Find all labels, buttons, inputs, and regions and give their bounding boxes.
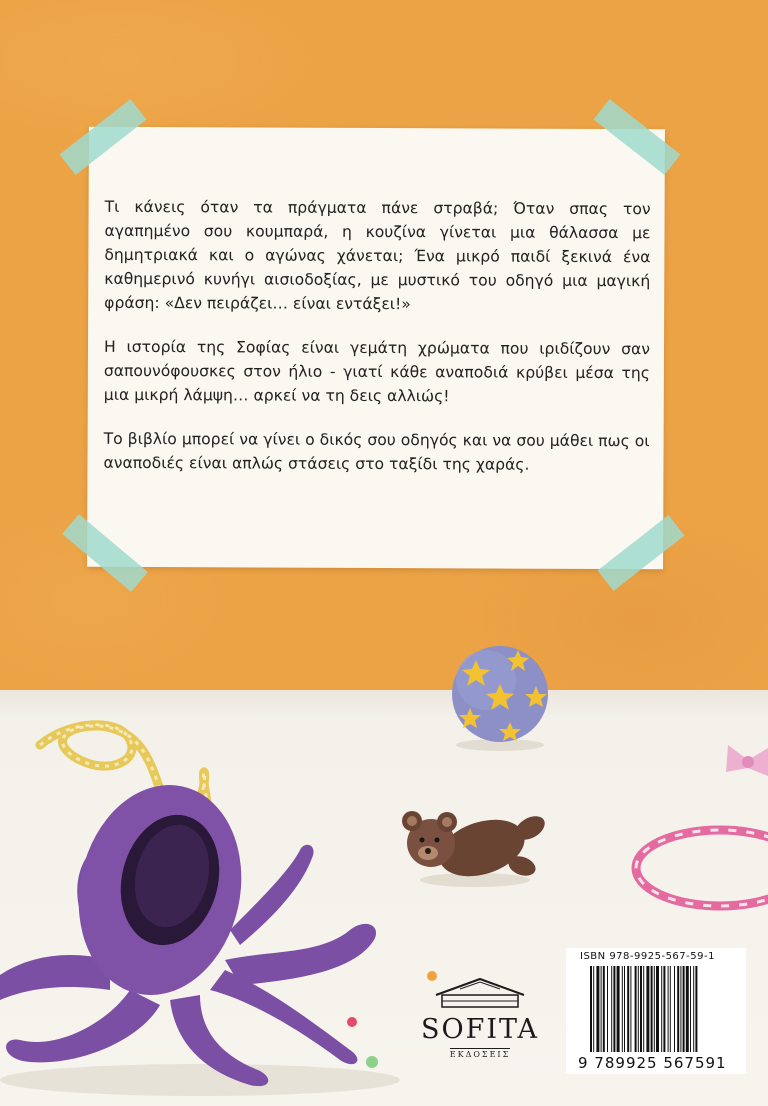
publisher-logo <box>412 975 548 1062</box>
hula-hoop <box>636 830 768 906</box>
barcode-bar <box>596 966 599 1052</box>
barcode-bar <box>635 966 637 1052</box>
blurb-paragraph-1: Τι κάνεις όταν τα πράγματα πάνε στραβά; Όταν σπας τον αγαπημένο σου κουμπαρά, η κουζίνα γίνεται μια θάλασσα με δημητριακά και ο αγώνας χάνεται; Ένα μικρό παιδί ξεκινά ένα καθημερινό κυνήγι αισιοδοξίας, με μυστικό του οδηγό μια μαγική φράση: «Δεν πειράζει… είναι εντάξει!» <box>104 197 651 314</box>
barcode-bar <box>590 966 592 1052</box>
isbn-label: ISBN 978-9925-567-59-1 <box>580 951 715 962</box>
publisher-name: SOFITA <box>420 1014 540 1045</box>
blurb-paragraph-3: Το βιβλίο μπορεί να γίνει ο δικός σου οδηγός και να σου μάθει πως οι αναποδιές είναι απλώς στάσεις στο ταξίδι της χαράς. <box>103 429 650 474</box>
barcode-bar <box>622 966 623 1052</box>
barcode-bar <box>593 966 594 1052</box>
publisher-subtitle: ΕΚΔΟΣΕΙΣ <box>449 1050 511 1059</box>
barcode-bar <box>603 966 605 1052</box>
barcode-bar <box>646 966 649 1052</box>
barcode-bar <box>674 966 675 1052</box>
barcode-bar <box>663 966 665 1052</box>
barcode-bar <box>643 966 644 1052</box>
barcode-bar <box>611 966 612 1052</box>
barcode-bar <box>613 966 615 1052</box>
barcode-bar <box>677 966 679 1052</box>
barcode-bar <box>656 966 659 1052</box>
barcode-bar <box>670 966 671 1052</box>
barcode-bar <box>690 966 691 1052</box>
barcode-bar <box>607 966 608 1052</box>
barcode-bar <box>651 966 653 1052</box>
barcode-bar <box>630 966 631 1052</box>
barcode-bar <box>683 966 685 1052</box>
barcode-bar <box>640 966 642 1052</box>
barcode <box>588 966 738 1052</box>
barcode-bar <box>601 966 602 1052</box>
blurb-paragraph-2: Η ιστορία της Σοφίας είναι γεμάτη χρώματα που ιριδίζουν σαν σαπουνόφουσκες στον ήλιο - γιατί κάθε αναποδιά κρύβει μέσα της μια μικρή λάμψη… αρκεί να τη δεις αλλιώς! <box>103 337 651 406</box>
barcode-bar <box>693 966 694 1052</box>
barcode-bar <box>617 966 620 1052</box>
star-ball <box>452 646 548 751</box>
barcode-bar <box>668 966 669 1052</box>
barcode-bar <box>695 966 697 1052</box>
barcode-bar <box>627 966 629 1052</box>
barcode-bar <box>680 966 681 1052</box>
barcode-bar <box>638 966 639 1052</box>
barcode-bar <box>654 966 655 1052</box>
pink-bow <box>726 745 768 776</box>
barcode-number: 9 789925 567591 <box>578 1054 727 1072</box>
barcode-bar <box>661 966 662 1052</box>
house-icon <box>430 975 530 1009</box>
barcode-bar <box>624 966 625 1052</box>
teddy-bear <box>402 810 549 887</box>
barcode-bar <box>686 966 689 1052</box>
purple-octopus <box>0 770 400 1096</box>
